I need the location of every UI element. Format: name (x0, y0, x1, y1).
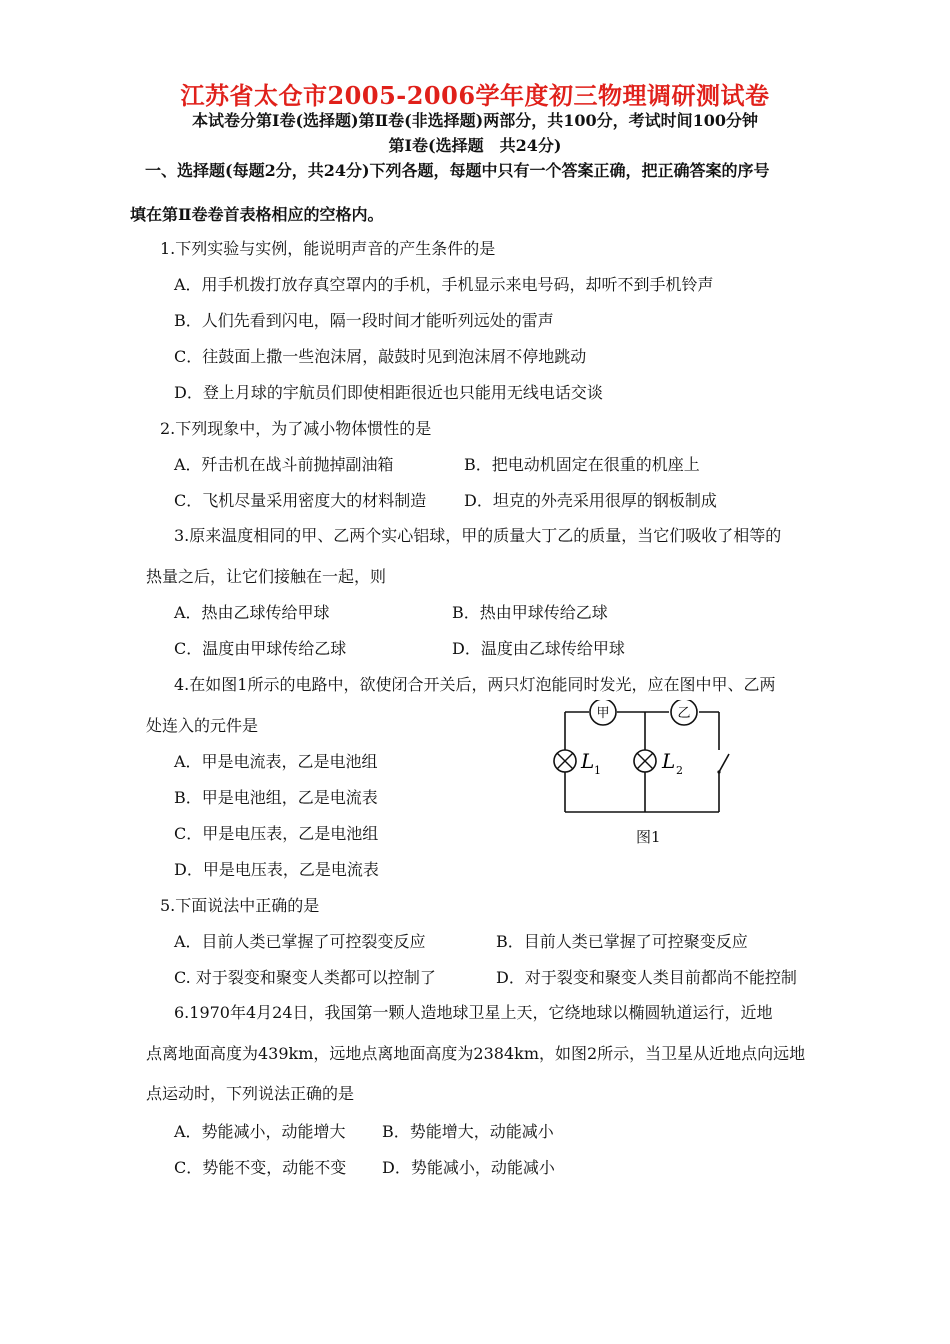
section-instruction-line1: 一、选择题(每题2分，共24分)下列各题，每题中只有一个答案正确，把正确答案的序号 (145, 161, 770, 180)
question-4-option-c: C．甲是电压表，乙是电池组 (174, 824, 379, 843)
page-title: 江苏省太仓市2005-2006学年度初三物理调研测试卷 (180, 81, 770, 110)
question-1-option-a: A．用手机拨打放存真空罩内的手机，手机显示来电号码，却听不到手机铃声 (174, 275, 714, 294)
switch-contact (717, 770, 720, 773)
question-5-option-b: B．目前人类已掌握了可控聚变反应 (496, 932, 748, 951)
question-5-option-c: C. 对于裂变和聚变人类都可以控制了 (174, 968, 436, 987)
question-4-option-d: D．甲是电压表，乙是电流表 (174, 860, 379, 879)
question-2-option-c: C．飞机尽量采用密度大的材料制造 (174, 491, 427, 510)
question-2-option-d: D．坦克的外壳采用很厚的钢板制成 (464, 491, 717, 510)
question-3-option-d: D．温度由乙球传给甲球 (452, 639, 625, 658)
question-4-stem-line2: 处连入的元件是 (146, 716, 259, 735)
question-4-option-a: A．甲是电流表，乙是电池组 (174, 752, 378, 771)
question-2-option-b: B．把电动机固定在很重的机座上 (464, 455, 700, 474)
question-4-option-b: B．甲是电池组，乙是电流表 (174, 788, 378, 807)
question-1-option-d: D．登上月球的宇航员们即使相距很近也只能用无线电话交谈 (174, 383, 603, 402)
question-5-option-a: A．目前人类已掌握了可控裂变反应 (174, 932, 426, 951)
question-3-option-c: C．温度由甲球传给乙球 (174, 639, 347, 658)
part-heading: 第Ⅰ卷(选择题 共24分) (388, 136, 562, 155)
question-5-stem: 5.下面说法中正确的是 (160, 896, 320, 915)
question-6-stem-line2: 点离地面高度为439km，远地点离地面高度为2384km，如图2所示，当卫星从近地点向远地 (146, 1044, 806, 1063)
lamp-l1 (554, 750, 576, 772)
question-2-stem: 2.下列现象中，为了减小物体惯性的是 (160, 419, 432, 438)
question-1-option-b: B．人们先看到闪电，隔一段时间才能听列远处的雷声 (174, 311, 554, 330)
question-3-option-a: A．热由乙球传给甲球 (174, 603, 330, 622)
meter-yi-label: 乙 (677, 706, 691, 721)
question-5-option-d: D．对于裂变和聚变人类目前都尚不能控制 (496, 968, 797, 987)
question-1-stem: 1.下列实验与实例，能说明声音的产生条件的是 (160, 239, 496, 258)
question-3-stem-line2: 热量之后，让它们接触在一起，则 (146, 567, 387, 586)
question-6-option-b: B．势能增大，动能减小 (382, 1122, 554, 1141)
meter-jia (590, 700, 616, 725)
lamp-l1-subscript: 1 (594, 764, 601, 777)
question-6-option-c: C．势能不变，动能不变 (174, 1158, 347, 1177)
lamp-l2-subscript: 2 (676, 764, 683, 777)
question-4-stem-line1: 4.在如图1所示的电路中，欲使闭合开关后，两只灯泡能同时发光，应在图中甲、乙两 (174, 675, 776, 694)
figure-1-caption: 图1 (636, 828, 661, 846)
question-1-option-c: C．往鼓面上撒一些泡沫屑，敲鼓时见到泡沫屑不停地跳动 (174, 347, 587, 366)
question-2-option-a: A．歼击机在战斗前抛掉副油箱 (174, 455, 394, 474)
exam-info: 本试卷分第Ⅰ卷(选择题)第Ⅱ卷(非选择题)两部分，共100分，考试时间100分钟 (191, 111, 759, 130)
question-6-option-a: A．势能减小，动能增大 (174, 1122, 346, 1141)
question-3-option-b: B．热由甲球传给乙球 (452, 603, 608, 622)
lamp-l2 (634, 750, 656, 772)
question-6-option-d: D．势能减小，动能减小 (382, 1158, 555, 1177)
section-instruction-line2: 填在第Ⅱ卷卷首表格相应的空格内。 (130, 205, 384, 224)
question-3-stem-line1: 3.原来温度相同的甲、乙两个实心铝球，甲的质量大丁乙的质量，当它们吸收了相等的 (174, 526, 782, 545)
lamp-l1-label: L (581, 749, 595, 773)
question-6-stem-line3: 点运动时，下列说法正确的是 (146, 1084, 355, 1103)
question-6-stem-line1: 6.1970年4月24日，我国第一颗人造地球卫星上天，它绕地球以椭圆轨道运行，近地 (174, 1003, 773, 1022)
meter-yi (671, 700, 697, 725)
meter-jia-label: 甲 (596, 706, 610, 721)
lamp-l2-label: L (662, 749, 676, 773)
